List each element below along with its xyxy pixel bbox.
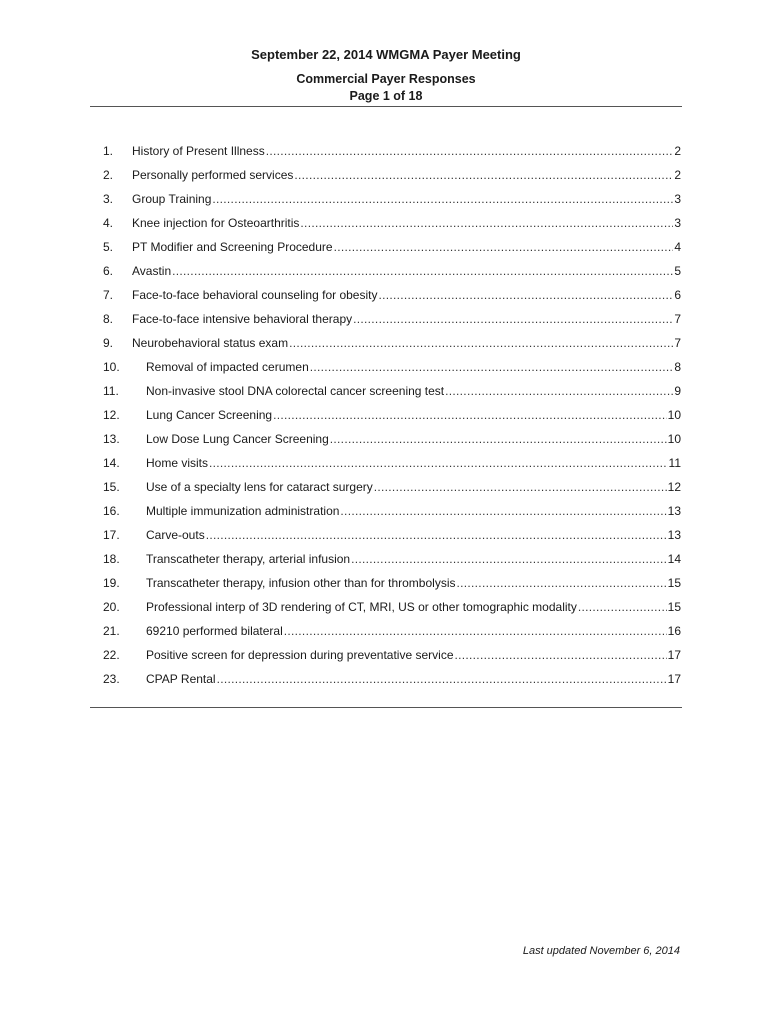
toc-entry-page-number: 17: [667, 672, 681, 686]
toc-entry-number: 2.: [103, 168, 114, 182]
toc-entry-page-number: 4: [674, 240, 681, 254]
toc-entry-page-number: 14: [667, 552, 681, 566]
toc-entry-title: Home visits: [146, 456, 209, 470]
toc-entry-title: Neurobehavioral status exam: [132, 336, 289, 350]
toc-dot-leader: [289, 331, 673, 355]
toc-entry-number: 23.: [103, 672, 120, 686]
toc-entry-page-number: 2: [674, 168, 681, 182]
toc-dot-leader: [330, 427, 667, 451]
toc-entry[interactable]: [103, 595, 681, 619]
toc-entry-title: Carve-outs: [146, 528, 205, 542]
toc-entry[interactable]: [103, 547, 681, 571]
toc-entry[interactable]: [103, 331, 681, 355]
toc-entry-title: Personally performed services: [132, 168, 294, 182]
toc-entry-number: 16.: [103, 504, 120, 518]
document-title: September 22, 2014 WMGMA Payer Meeting: [251, 47, 521, 62]
toc-entry-title: Non-invasive stool DNA colorectal cancer screening test: [146, 384, 445, 398]
toc-entry-number: 20.: [103, 600, 120, 614]
toc-entry-title: Lung Cancer Screening: [146, 408, 273, 422]
toc-entry-page-number: 7: [674, 336, 681, 350]
toc-entry-page-number: 10: [667, 432, 681, 446]
toc-entry-number: 6.: [103, 264, 114, 278]
toc-entry-number: 10.: [103, 360, 120, 374]
toc-entry-page-number: 15: [667, 576, 681, 590]
toc-entry-number: 21.: [103, 624, 120, 638]
toc-entry-page-number: 10: [667, 408, 681, 422]
toc-entry-page-number: 8: [674, 360, 681, 374]
toc-entry-page-number: 5: [674, 264, 681, 278]
toc-entry[interactable]: [103, 259, 681, 283]
toc-entry-title: Transcatheter therapy, arterial infusion: [146, 552, 351, 566]
toc-dot-leader: [266, 139, 674, 163]
toc-entry-page-number: 16: [667, 624, 681, 638]
document-subtitle: Commercial Payer Responses: [296, 72, 476, 86]
toc-dot-leader: [209, 451, 668, 475]
toc-entry[interactable]: [103, 619, 681, 643]
toc-entry[interactable]: [103, 571, 681, 595]
toc-entry-title: Avastin: [132, 264, 172, 278]
toc-entry-page-number: 17: [667, 648, 681, 662]
toc-entry[interactable]: [103, 187, 681, 211]
toc-dot-leader: [310, 355, 674, 379]
page-indicator: Page 1 of 18: [349, 89, 423, 103]
toc-entry[interactable]: [103, 475, 681, 499]
toc-entry[interactable]: [103, 307, 681, 331]
toc-entry-page-number: 7: [674, 312, 681, 326]
toc-entry-page-number: 11: [668, 456, 681, 470]
toc-entry-number: 17.: [103, 528, 120, 542]
toc-entry[interactable]: [103, 427, 681, 451]
toc-dot-leader: [206, 523, 667, 547]
toc-entry[interactable]: [103, 403, 681, 427]
toc-entry-title: PT Modifier and Screening Procedure: [132, 240, 333, 254]
toc-entry-title: Transcatheter therapy, infusion other than for thrombolysis: [146, 576, 456, 590]
toc-entry-number: 5.: [103, 240, 114, 254]
toc-entry[interactable]: [103, 499, 681, 523]
document-header: [90, 46, 682, 104]
toc-entry[interactable]: [103, 235, 681, 259]
toc-dot-leader: [217, 667, 667, 691]
toc-dot-leader: [212, 187, 673, 211]
toc-entry-number: 22.: [103, 648, 120, 662]
toc-dot-leader: [455, 643, 667, 667]
toc-divider: [90, 707, 682, 708]
toc-entry[interactable]: [103, 283, 681, 307]
toc-entry[interactable]: [103, 523, 681, 547]
toc-entry-number: 8.: [103, 312, 114, 326]
toc-entry-title: 69210 performed bilateral: [146, 624, 283, 638]
toc-dot-leader: [284, 619, 667, 643]
toc-entry-title: Professional interp of 3D rendering of CT, MRI, US or other tomographic modality: [146, 600, 577, 614]
toc-entry-number: 1.: [103, 144, 114, 158]
toc-entry-page-number: 3: [674, 216, 681, 230]
toc-entry-title: Face-to-face behavioral counseling for obesity: [132, 288, 378, 302]
toc-entry-page-number: 13: [667, 528, 681, 542]
toc-dot-leader: [351, 547, 667, 571]
toc-entry[interactable]: [103, 163, 681, 187]
table-of-contents: [103, 139, 681, 691]
toc-dot-leader: [172, 259, 673, 283]
toc-entry-title: CPAP Rental: [146, 672, 216, 686]
toc-entry[interactable]: [103, 643, 681, 667]
toc-entry-title: Group Training: [132, 192, 212, 206]
toc-entry-page-number: 13: [667, 504, 681, 518]
toc-dot-leader: [457, 571, 667, 595]
toc-entry-number: 12.: [103, 408, 120, 422]
toc-entry-page-number: 9: [674, 384, 681, 398]
toc-dot-leader: [334, 235, 674, 259]
toc-dot-leader: [374, 475, 667, 499]
toc-dot-leader: [300, 211, 673, 235]
toc-entry[interactable]: [103, 379, 681, 403]
toc-entry[interactable]: [103, 139, 681, 163]
toc-entry-title: Removal of impacted cerumen: [146, 360, 309, 374]
toc-entry[interactable]: [103, 667, 681, 691]
last-updated-note: Last updated November 6, 2014: [522, 945, 680, 957]
toc-entry-page-number: 3: [674, 192, 681, 206]
toc-dot-leader: [353, 307, 673, 331]
toc-entry-title: Face-to-face intensive behavioral therapy: [132, 312, 353, 326]
toc-dot-leader: [445, 379, 673, 403]
toc-entry[interactable]: [103, 451, 681, 475]
toc-dot-leader: [294, 163, 673, 187]
toc-entry-number: 3.: [103, 192, 114, 206]
header-divider: [90, 106, 682, 107]
toc-entry-number: 11.: [103, 384, 119, 398]
toc-entry-page-number: 15: [667, 600, 681, 614]
toc-entry-number: 9.: [103, 336, 114, 350]
toc-entry-title: Knee injection for Osteoarthritis: [132, 216, 300, 230]
toc-entry-number: 4.: [103, 216, 114, 230]
toc-dot-leader: [273, 403, 667, 427]
toc-dot-leader: [378, 283, 673, 307]
toc-entry-title: Multiple immunization administration: [146, 504, 340, 518]
toc-dot-leader: [340, 499, 666, 523]
toc-entry-number: 13.: [103, 432, 120, 446]
toc-entry-number: 18.: [103, 552, 120, 566]
toc-entry-page-number: 2: [674, 144, 681, 158]
toc-dot-leader: [578, 595, 667, 619]
toc-entry-number: 19.: [103, 576, 120, 590]
toc-entry-page-number: 6: [674, 288, 681, 302]
toc-entry-title: Positive screen for depression during preventative service: [146, 648, 454, 662]
toc-entry-title: Low Dose Lung Cancer Screening: [146, 432, 329, 446]
toc-entry-number: 14.: [103, 456, 120, 470]
toc-entry-page-number: 12: [667, 480, 681, 494]
toc-entry[interactable]: [103, 211, 681, 235]
toc-entry-title: History of Present Illness: [132, 144, 265, 158]
toc-entry-title: Use of a specialty lens for cataract surgery: [146, 480, 373, 494]
toc-entry-number: 15.: [103, 480, 120, 494]
toc-entry[interactable]: [103, 355, 681, 379]
toc-entry-number: 7.: [103, 288, 114, 302]
